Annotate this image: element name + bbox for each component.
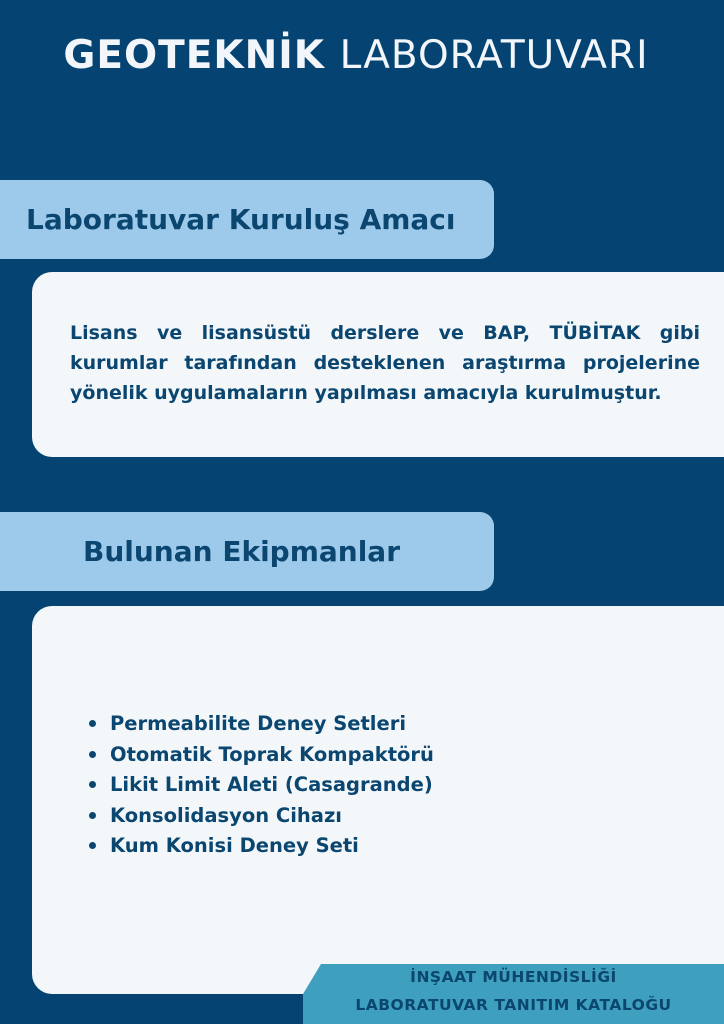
equipment-item-label: Kum Konisi Deney Seti [110,834,359,857]
equipment-list-item [110,801,434,832]
purpose-text: Lisans ve lisansüstü derslere ve BAP, TÜBİTAK gibi kurumlar tarafından desteklenen araştırma projelerine yönelik uygulamaların yapılması amacıyla kurulmuştur. [70,322,700,404]
purpose-heading-pill [0,180,494,259]
page-title-light: LABORATUVARI [339,33,649,78]
equipment-card [32,606,724,994]
equipment-list-item [110,770,434,801]
page-title-bold: GEOTEKNİK [63,33,325,78]
equipment-item-label: Likit Limit Aleti (Casagrande) [110,773,433,796]
footer-line-2: LABORATUVAR TANITIM KATALOĞU [355,996,672,1014]
equipment-item-label: Konsolidasyon Cihazı [110,803,342,827]
equipment-list-item [110,831,434,862]
bullet-icon [89,751,96,758]
equipment-item-label: Permeabilite Deney Setleri [110,712,407,735]
equipment-list [32,709,434,862]
equipment-list-item [110,740,434,771]
footer-banner [303,964,724,1024]
purpose-card [32,272,724,457]
bullet-icon [89,781,96,788]
equipment-heading-pill [0,512,494,591]
footer-line-1: İNŞAAT MÜHENDİSLİĞİ [410,968,617,986]
bullet-icon [89,842,96,849]
equipment-list-item [110,709,434,740]
equipment-heading: Bulunan Ekipmanlar [83,535,401,568]
bullet-icon [89,812,96,819]
bullet-icon [89,720,96,727]
purpose-heading: Laboratuvar Kuruluş Amacı [26,203,456,236]
equipment-item-label: Otomatik Toprak Kompaktörü [110,742,434,766]
page-title [0,30,712,82]
